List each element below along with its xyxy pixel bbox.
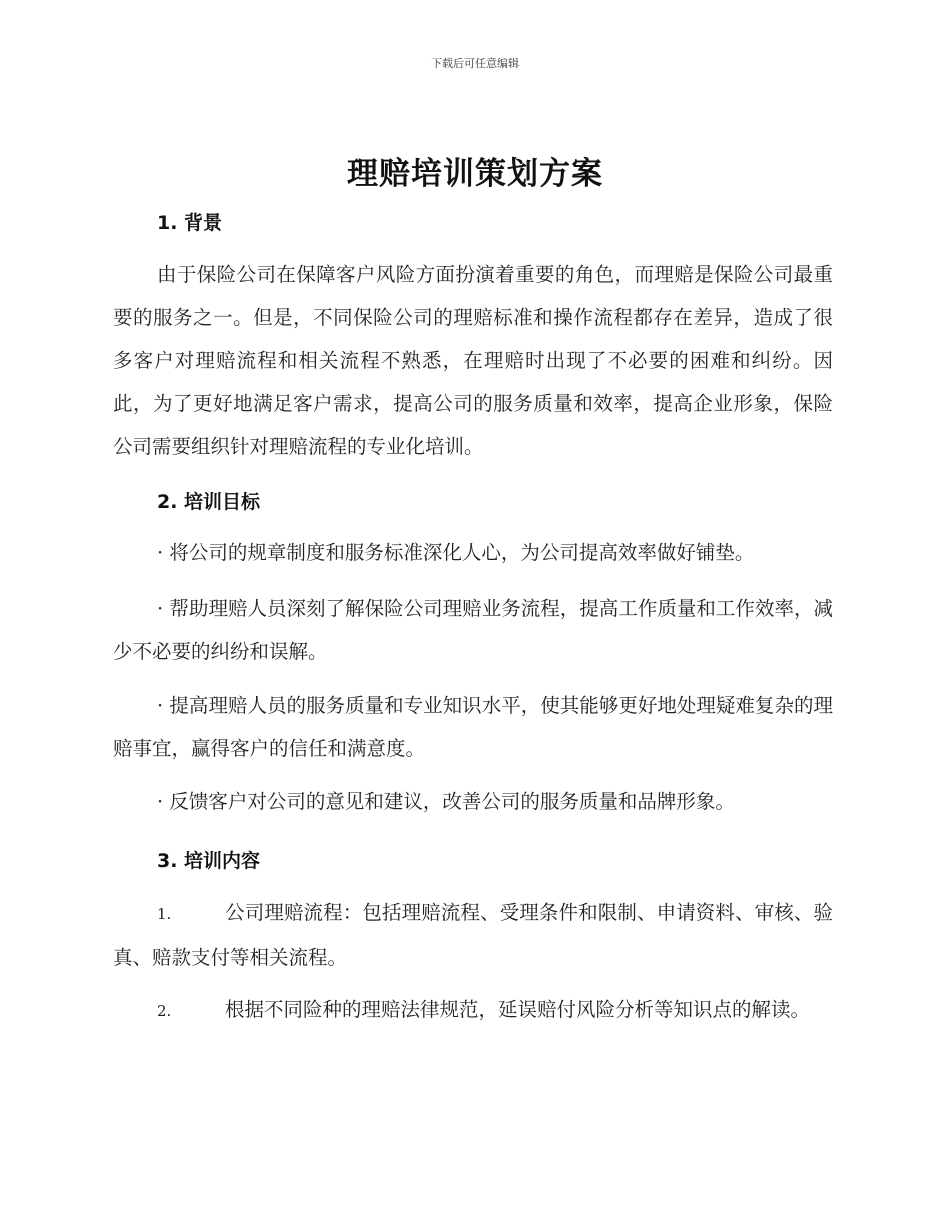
goal-item: · 提高理赔人员的服务质量和专业知识水平，使其能够更好地处理疑难复杂的理赔事宜，赢得客户的信任和满意度。 xyxy=(113,694,833,760)
goal-item: · 将公司的规章制度和服务标准深化人心，为公司提高效率做好铺垫。 xyxy=(157,541,755,564)
content-item-number: 1. xyxy=(157,905,172,923)
content-item-text: 公司理赔流程：包括理赔流程、受理条件和限制、申请资料、审核、验真、赔款支付等相关流程。 xyxy=(113,901,833,969)
content-item xyxy=(113,891,833,979)
section-heading-background: 1. 背景 xyxy=(157,212,223,234)
content-item-number: 2. xyxy=(157,1002,172,1020)
section-heading-goals: 2. 培训目标 xyxy=(157,491,261,513)
page-header: 下载后可任意编辑 xyxy=(431,57,519,70)
goal-item: · 反馈客户对公司的意见和建议，改善公司的服务质量和品牌形象。 xyxy=(157,790,735,813)
content-item xyxy=(113,988,833,1033)
document-title: 理赔培训策划方案 xyxy=(347,156,603,192)
content-item-text: 根据不同险种的理赔法律规范，延误赔付风险分析等知识点的解读。 xyxy=(225,998,811,1021)
goal-item: · 帮助理赔人员深刻了解保险公司理赔业务流程，提高工作质量和工作效率，减少不必要的纠纷和误解。 xyxy=(113,597,833,663)
background-paragraph: 由于保险公司在保障客户风险方面扮演着重要的角色，而理赔是保险公司最重要的服务之一。但是，不同保险公司的理赔标准和操作流程都存在差异，造成了很多客户对理赔流程和相关流程不熟悉，在理赔时出现了不必要的困难和纠纷。因此，为了更好地满足客户需求，提高公司的服务质量和效率，提高企业形象，保险公司需要组织针对理赔流程的专业化培训。 xyxy=(113,263,833,458)
section-heading-content: 3. 培训内容 xyxy=(157,850,261,872)
